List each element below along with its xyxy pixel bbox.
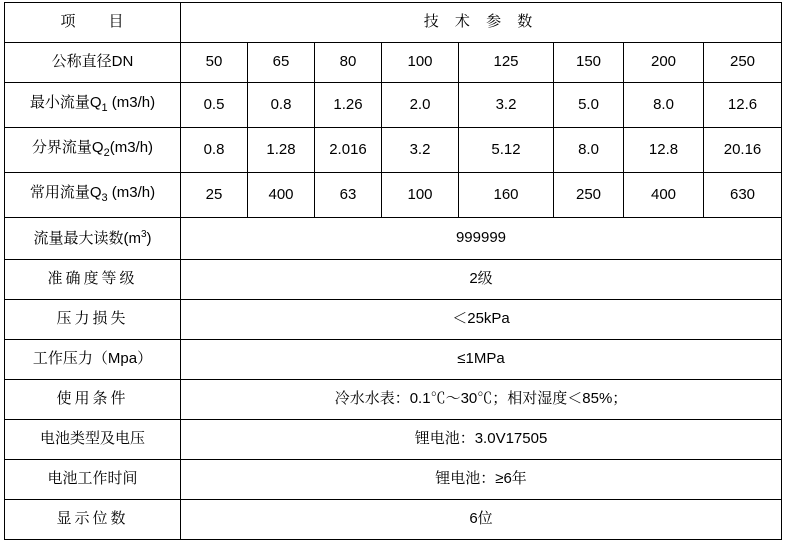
specification-table: [4, 2, 782, 540]
row-label-q1: [5, 83, 181, 128]
cell-q2-1: 0.8: [181, 128, 248, 173]
row-label-unit: ): [146, 229, 152, 247]
cell-q2-5: 5.12: [459, 128, 554, 173]
header-item-label: 项 目: [5, 3, 181, 43]
row-label-battery-type: 电池类型及电压: [5, 419, 181, 459]
table-row: [5, 43, 782, 83]
row-label-unit: (m3/h): [107, 184, 156, 202]
row-label-text: 常用流量Q: [29, 184, 102, 202]
row-label-subscript: 2: [103, 147, 110, 160]
cell-dn-2: 65: [248, 43, 315, 83]
cell-q2-3: 2.016: [315, 128, 382, 173]
table-row: [5, 83, 782, 128]
cell-q3-5: 160: [459, 173, 554, 218]
row-label-q2: [5, 128, 181, 173]
cell-q1-3: 1.26: [315, 83, 382, 128]
table-row: [5, 173, 782, 218]
cell-q1-7: 8.0: [624, 83, 704, 128]
table-row: [5, 459, 782, 499]
cell-q1-2: 0.8: [248, 83, 315, 128]
cell-q3-8: 630: [704, 173, 782, 218]
cell-max-reading-value: 999999: [181, 218, 782, 260]
row-label-battery-life: 电池工作时间: [5, 459, 181, 499]
cell-q3-4: 100: [382, 173, 459, 218]
cell-dn-1: 50: [181, 43, 248, 83]
row-label-q3: [5, 173, 181, 218]
cell-dn-3: 80: [315, 43, 382, 83]
row-label-max-reading: [5, 218, 181, 260]
row-label-usage-conditions: 使用条件: [5, 379, 181, 419]
cell-q1-6: 5.0: [554, 83, 624, 128]
cell-dn-7: 200: [624, 43, 704, 83]
header-tech-label: 技 术 参 数: [181, 3, 782, 43]
row-label-accuracy: 准确度等级: [5, 259, 181, 299]
cell-usage-conditions-value: 冷水水表：0.1℃～30℃；相对湿度＜85%；: [181, 379, 782, 419]
cell-q2-2: 1.28: [248, 128, 315, 173]
row-label-unit: (m3/h): [109, 139, 154, 157]
row-label-text: 流量最大读数(m: [33, 229, 141, 247]
cell-q3-7: 400: [624, 173, 704, 218]
cell-dn-5: 125: [459, 43, 554, 83]
row-label-text: 分界流量Q: [31, 139, 104, 157]
table-row: [5, 218, 782, 260]
cell-dn-8: 250: [704, 43, 782, 83]
cell-battery-life-value: 锂电池：≥6年: [181, 459, 782, 499]
cell-q2-4: 3.2: [382, 128, 459, 173]
cell-dn-6: 150: [554, 43, 624, 83]
cell-q2-7: 12.8: [624, 128, 704, 173]
cell-q3-1: 25: [181, 173, 248, 218]
row-label-text: 最小流量Q: [29, 94, 102, 112]
cell-q3-2: 400: [248, 173, 315, 218]
cell-q1-1: 0.5: [181, 83, 248, 128]
cell-dn-4: 100: [382, 43, 459, 83]
cell-battery-type-value: 锂电池：3.0V17505: [181, 419, 782, 459]
row-label-working-pressure: 工作压力（Mpa）: [5, 339, 181, 379]
cell-q3-3: 63: [315, 173, 382, 218]
table-row: [5, 499, 782, 539]
row-label-unit: (m3/h): [107, 94, 156, 112]
table-row: [5, 379, 782, 419]
cell-working-pressure-value: ≤1MPa: [181, 339, 782, 379]
cell-accuracy-value: 2级: [181, 259, 782, 299]
cell-pressure-loss-value: ＜25kPa: [181, 299, 782, 339]
table-row: [5, 299, 782, 339]
table-row: [5, 339, 782, 379]
row-label-pressure-loss: 压力损失: [5, 299, 181, 339]
cell-q1-4: 2.0: [382, 83, 459, 128]
table-row: [5, 259, 782, 299]
cell-q3-6: 250: [554, 173, 624, 218]
row-label-superscript: 3: [140, 228, 147, 240]
table-row: [5, 419, 782, 459]
row-label-display-digits: 显示位数: [5, 499, 181, 539]
row-label-dn: [5, 43, 181, 83]
row-label-subscript: 3: [101, 192, 108, 205]
row-label-text: 公称直径DN: [51, 53, 134, 71]
cell-q1-8: 12.6: [704, 83, 782, 128]
row-label-subscript: 1: [101, 102, 108, 115]
table-row: [5, 128, 782, 173]
cell-q2-8: 20.16: [704, 128, 782, 173]
cell-display-digits-value: 6位: [181, 499, 782, 539]
table-header-row: [5, 3, 782, 43]
cell-q1-5: 3.2: [459, 83, 554, 128]
cell-q2-6: 8.0: [554, 128, 624, 173]
